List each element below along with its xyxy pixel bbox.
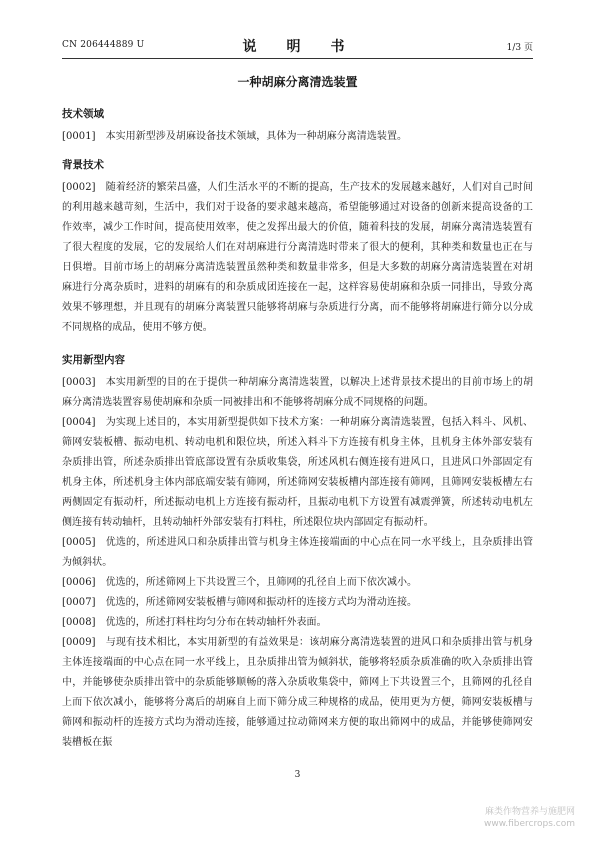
paragraph-text: 优选的，所述筛网上下共设置三个，且筛网的孔径自上而下依次减小。 — [105, 577, 418, 588]
paragraph-number: [0009] — [62, 637, 96, 648]
paragraph-text: 优选的，所述打料柱均匀分布在转动轴杆外表面。 — [105, 617, 327, 628]
document-title: 一种胡麻分离清选装置 — [237, 75, 358, 89]
paragraph-number: [0005] — [62, 537, 96, 548]
paragraph-0003 — [62, 373, 533, 413]
paragraph-0004 — [62, 413, 533, 533]
section-heading-tech-field: 技术领域 — [62, 108, 104, 120]
paragraph-text: 本实用新型涉及胡麻设备技术领域，具体为一种胡麻分离清选装置。 — [105, 131, 408, 142]
paragraph-0009 — [62, 633, 533, 753]
header-title: 说 明 书 — [242, 39, 353, 55]
paragraph-text: 随着经济的繁荣昌盛，人们生活水平的不断的提高，生产技术的发展越来越好，人们对自己时间的利用越来越苛刻，生活中，我们对于设备的要求越来越高，希望能够通过对设备的创新来提高设备的工作效率，减少工作时间，提高使用效率，使之发挥出最大的价值，随着科技的发展，胡麻分离清选装置有了很大程度的发展，它的发展给人们在对胡麻进行分离清选时带来了很大的便利，其种类和数量也正在与日俱增。目前市场上的胡麻分离清选装置虽然种类和数量非常多，但是大多数的胡麻分离清选装置在对胡麻进行分离杂质时，进料的胡麻有的和杂质成团连接在一起，这样容易使胡麻和杂质一同排出，导致分离效果不够理想，并且现有的胡麻分离装置只能够将胡麻与杂质进行分离，而不能够将胡麻进行筛分以分成不同规格的成品，使用不够方便。 — [62, 182, 533, 333]
paragraph-number: [0001] — [62, 131, 96, 142]
site-watermark — [484, 806, 575, 830]
header-divider — [62, 58, 533, 59]
paragraph-0001 — [62, 127, 533, 147]
paragraph-0007 — [62, 593, 533, 613]
page-indicator: 1/3 页 — [506, 43, 533, 53]
watermark-site-name: 麻类作物营养与施肥网 — [484, 807, 575, 817]
paragraph-number: [0006] — [62, 577, 96, 588]
paragraph-0005 — [62, 533, 533, 573]
paragraph-0006 — [62, 573, 533, 593]
document-body — [62, 106, 533, 753]
paragraph-0008 — [62, 613, 533, 633]
page-header — [62, 36, 533, 56]
paragraph-text: 优选的，所述进风口和杂质排出管与机身主体连接端面的中心点在同一水平线上，且杂质排出管为倾斜状。 — [62, 537, 533, 568]
paragraph-number: [0007] — [62, 597, 96, 608]
page-number: 3 — [294, 770, 301, 780]
paragraph-number: [0004] — [62, 417, 96, 428]
paragraph-number: [0008] — [62, 617, 96, 628]
paragraph-number: [0002] — [62, 182, 96, 193]
paragraph-text: 本实用新型的目的在于提供一种胡麻分离清选装置，以解决上述背景技术提出的目前市场上的胡麻分离清选装置容易使胡麻和杂质一同被排出和不能够将胡麻分成不同规格的问题。 — [62, 377, 533, 408]
paragraph-number: [0003] — [62, 377, 96, 388]
watermark-url: www.fibercrops.com — [484, 819, 575, 829]
paragraph-0002 — [62, 178, 533, 338]
paragraph-text: 与现有技术相比，本实用新型的有益效果是：该胡麻分离清选装置的进风口和杂质排出管与机身主体连接端面的中心点在同一水平线上，且杂质排出管为倾斜状，能够将轻质杂质准确的吹入杂质排出管中，并能够使杂质排出管中的杂质能够顺畅的落入杂质收集袋中，筛网上下共设置三个，且筛网的孔径自上而下依次减小，能够将分离后的胡麻自上而下筛分成三种规格的成品，使用更为方便，筛网安装板槽与筛网和振动杆的连接方式均为滑动连接，能够通过拉动筛网来方便的取出筛网中的成品，并能够使筛网安装槽板在振 — [62, 637, 533, 748]
document-id: CN 206444889 U — [62, 40, 145, 50]
paragraph-text: 为实现上述目的，本实用新型提供如下技术方案：一种胡麻分离清选装置，包括入料斗、风机、筛网安装板槽、振动电机、转动电机和限位块，所述入料斗下方连接有机身主体，且机身主体外部安装有杂质排出管，所述杂质排出管底部设置有杂质收集袋，所述风机右侧连接有进风口，且进风口外部固定有机身主体，所述机身主体内部底端安装有筛网，所述筛网安装板槽内部连接有筛网，且筛网安装板槽左右两侧固定有振动杆，所述振动电机上方连接有振动杆，且振动电机下方设置有减震弹簧，所述转动电机左侧连接有转动轴杆，且转动轴杆外部安装有打料柱，所述限位块内部固定有振动杆。 — [62, 417, 533, 528]
paragraph-text: 优选的，所述筛网安装板槽与筛网和振动杆的连接方式均为滑动连接。 — [105, 597, 418, 608]
section-heading-background: 背景技术 — [62, 159, 104, 171]
section-heading-content: 实用新型内容 — [62, 354, 125, 366]
